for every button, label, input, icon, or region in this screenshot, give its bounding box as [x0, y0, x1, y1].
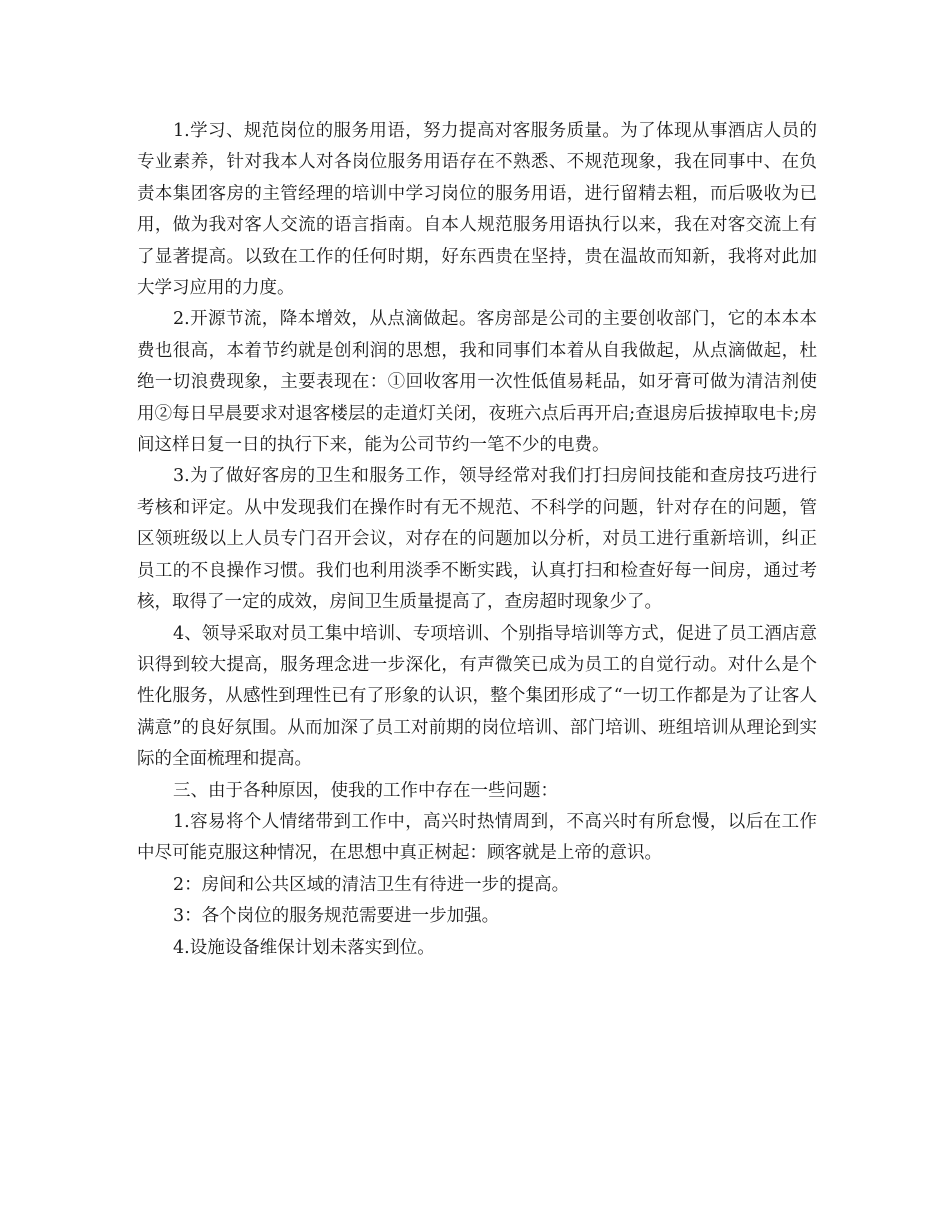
paragraph-1: 1.学习、规范岗位的服务用语，努力提高对客服务质量。为了体现从事酒店人员的专业素养，针对我本人对各岗位服务用语存在不熟悉、不规范现象，我在同事中、在负责本集团客房的主管经理的培训中学习岗位的服务用语，进行留精去粗，而后吸收为已用，做为我对客人交流的语言指南。自本人规范服务用语执行以来，我在对客交流上有了显著提高。以致在工作的任何时期，好东西贵在坚持，贵在温故而知新，我将对此加大学习应用的力度。 — [137, 121, 817, 299]
problem-item-4: 4.设施设备维保计划未落实到位。 — [173, 937, 435, 958]
paragraph-3: 3.为了做好客房的卫生和服务工作，领导经常对我们打扫房间技能和查房技巧进行考核和评定。从中发现我们在操作时有无不规范、不科学的问题，针对存在的问题，管区领班级以上人员专门召开会议，对存在的问题加以分析，对员工进行重新培训，纠正员工的不良操作习惯。我们也利用淡季不断实践，认真打扫和检查好每一间房，通过考核，取得了一定的成效，房间卫生质量提高了，查房超时现象少了。 — [137, 466, 817, 613]
document-body — [137, 116, 817, 964]
paragraph-2: 2.开源节流，降本增效，从点滴做起。客房部是公司的主要创收部门，它的本本本费也很高，本着节约就是创利润的思想，我和同事们本着从自我做起，从点滴做起，杜绝一切浪费现象，主要表现在：①回收客用一次性低值易耗品，如牙膏可做为清洁剂使用②每日早晨要求对退客楼层的走道灯关闭，夜班六点后再开启;查退房后拔掉取电卡;房间这样日复一日的执行下来，能为公司节约一笔不少的电费。 — [137, 309, 817, 456]
section-heading-problems: 三、由于各种原因，使我的工作中存在一些问题： — [173, 780, 558, 801]
problem-item-2: 2：房间和公共区域的清洁卫生有待进一步的提高。 — [173, 874, 570, 895]
paragraph-4: 4、领导采取对员工集中培训、专项培训、个别指导培训等方式，促进了员工酒店意识得到较大提高，服务理念进一步深化，有声微笑已成为员工的自觉行动。对什么是个性化服务，从感性到理性已有了形象的认识，整个集团形成了“一切工作都是为了让客人满意”的良好氛围。从而加深了员工对前期的岗位培训、部门培训、班组培训从理论到实际的全面梳理和提高。 — [137, 623, 817, 770]
problem-item-1: 1.容易将个人情绪带到工作中，高兴时热情周到，不高兴时有所怠慢，以后在工作中尽可能克服这种情况，在思想中真正树起：顾客就是上帝的意识。 — [137, 811, 817, 864]
problem-item-3: 3：各个岗位的服务规范需要进一步加强。 — [173, 906, 500, 927]
